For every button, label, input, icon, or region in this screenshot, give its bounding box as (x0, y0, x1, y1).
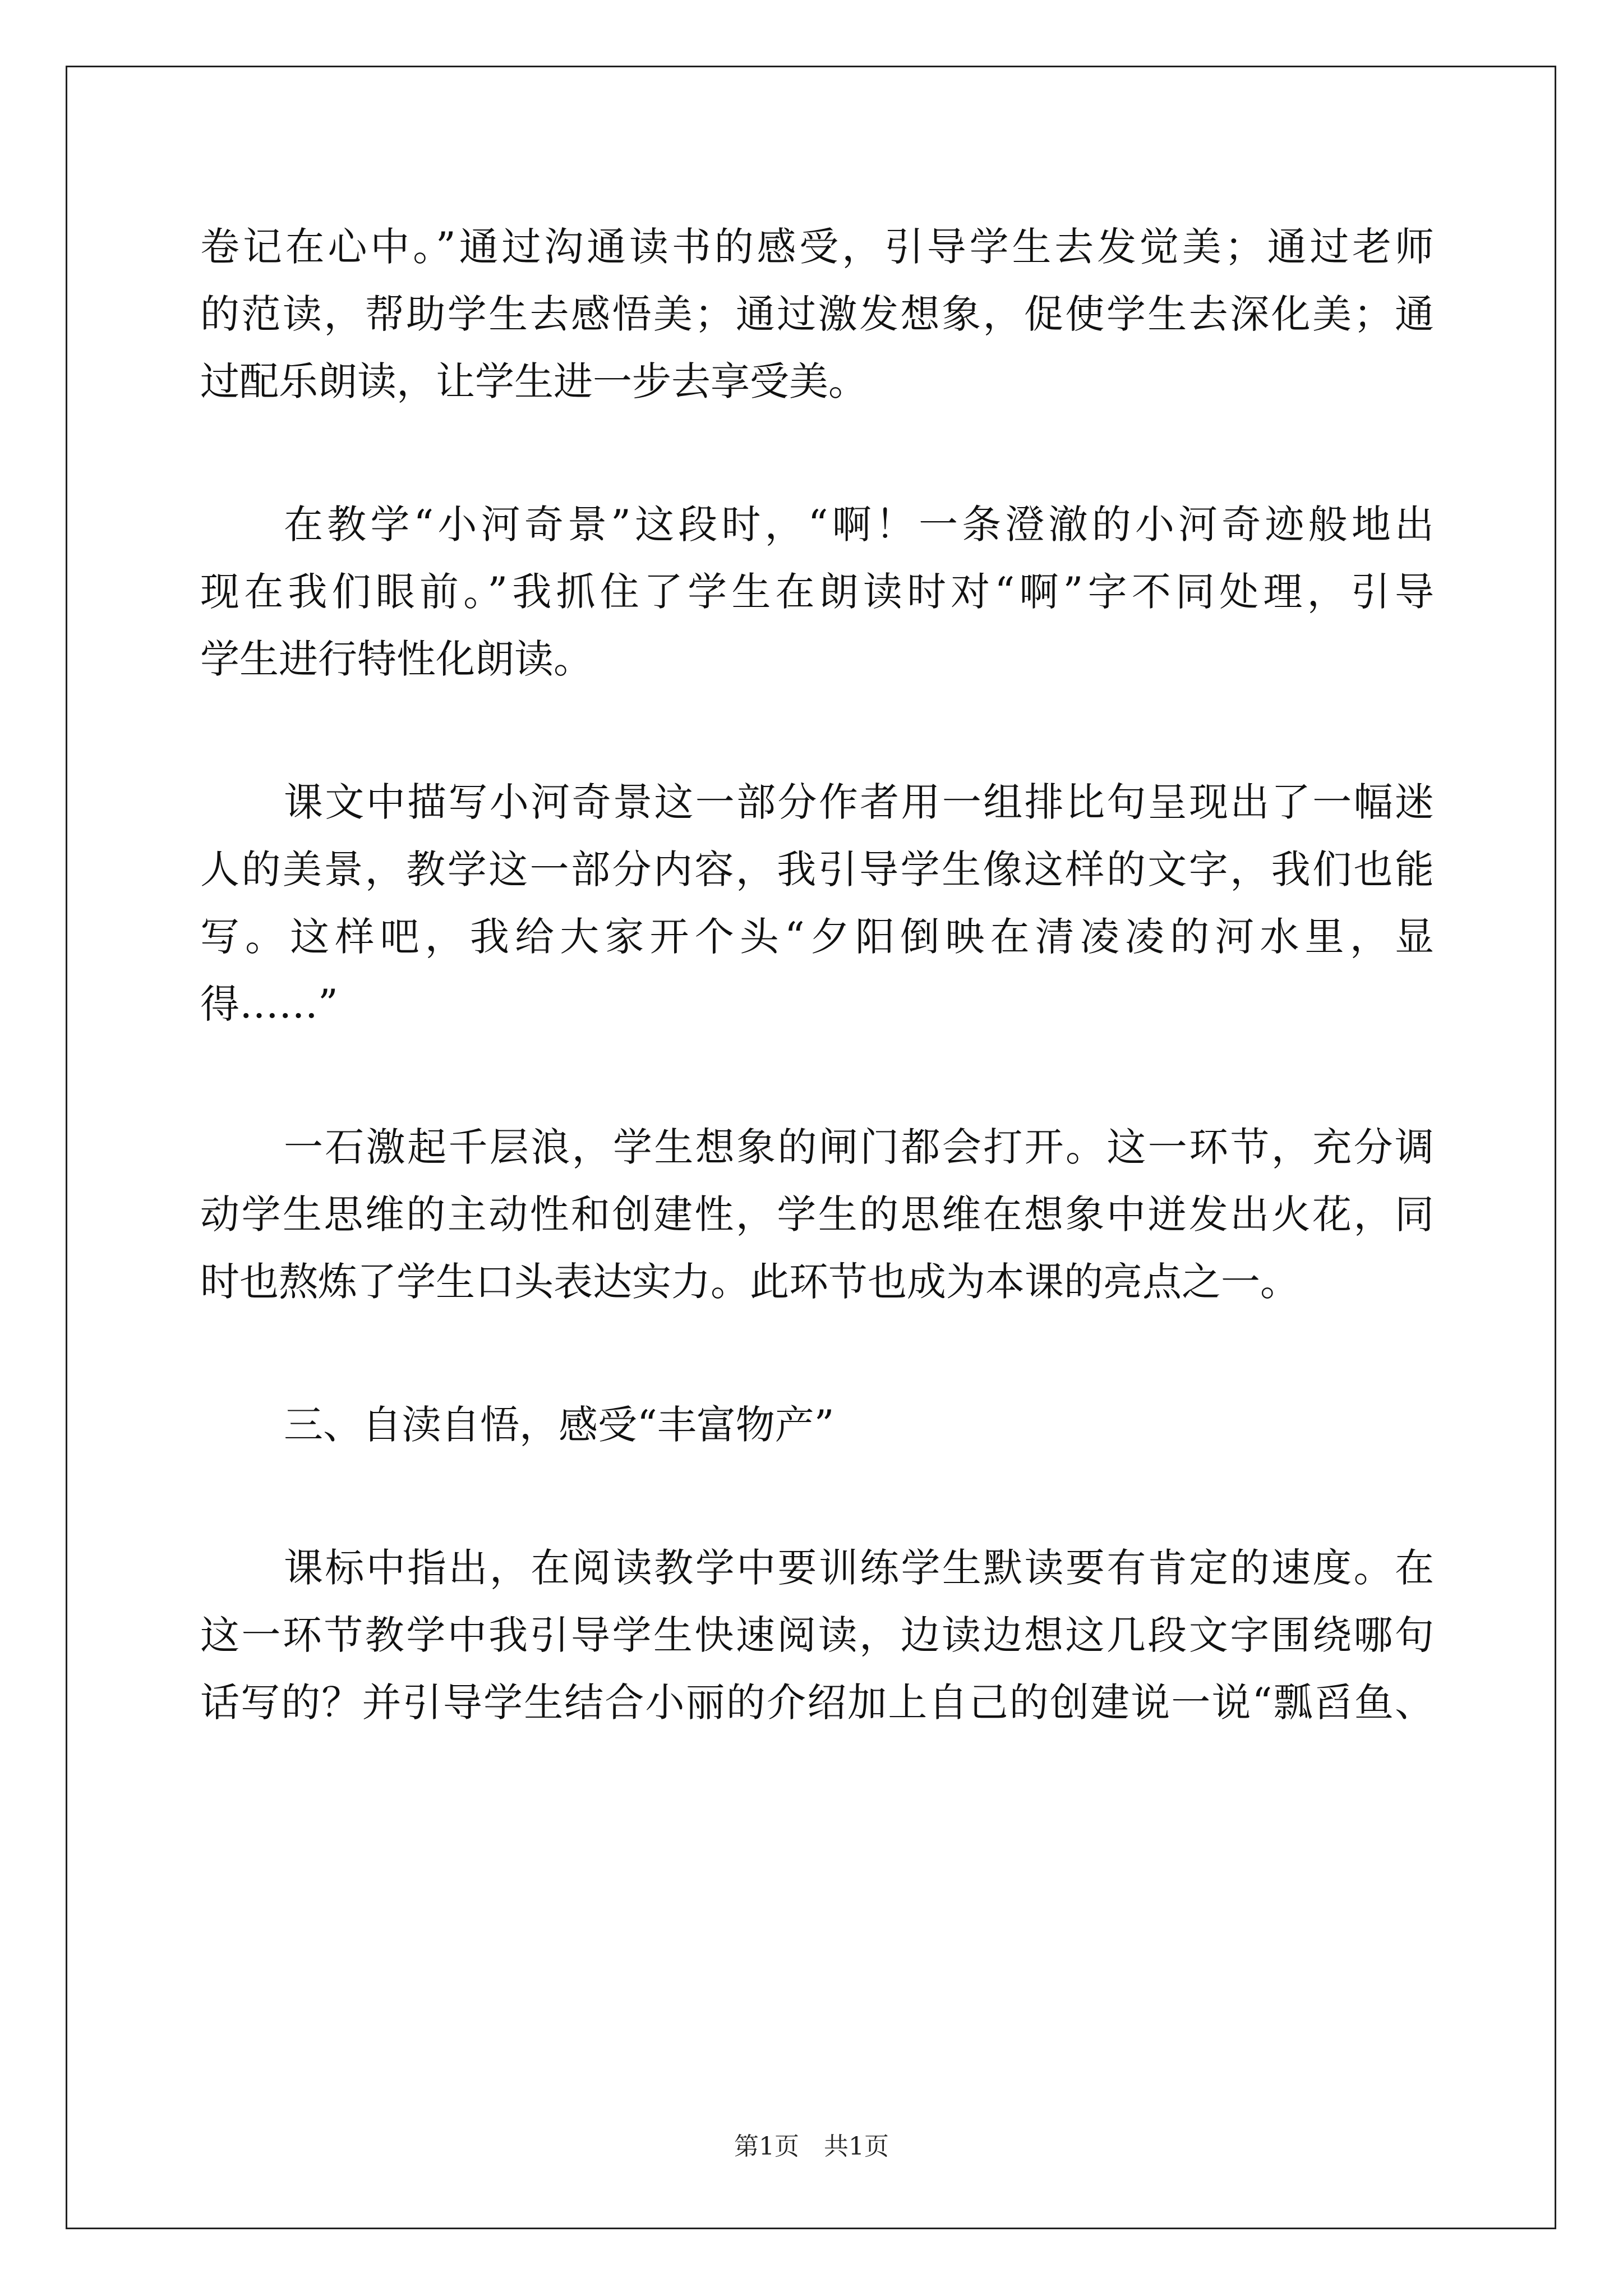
text-line: 现在我们眼前。”我抓住了学生在朗读时对“啊”字不同处理，引导 (200, 569, 1434, 615)
paragraph-gap (200, 1315, 1434, 1391)
text-line: 三、自渎自悟，感受“丰富物产” (284, 1402, 834, 1448)
page-footer: 第1页 共1页 (734, 2132, 889, 2161)
text-line: 在教学“小河奇景”这段时，“啊！一条澄澈的小河奇迹般地出 (284, 501, 1434, 547)
paragraph-gap (200, 1038, 1434, 1114)
paragraph-gap (200, 693, 1434, 769)
text-line: 人的美景，教学这一部分内容，我引导学生像这样的文字，我们也能 (200, 846, 1434, 892)
text-line: 学生进行特性化朗读。 (200, 636, 593, 682)
text-line: 话写的？并引导学生结合小丽的介绍加上自己的创建说一说“瓢舀鱼、 (200, 1680, 1434, 1726)
text-line: 一石激起千层浪，学生想象的闸门都会打开。这一环节，充分调 (284, 1124, 1434, 1170)
paragraph-gap (200, 1458, 1434, 1534)
document-body (200, 213, 1434, 1736)
text-line: 时也熬炼了学生口头表达实力。此环节也成为本课的亮点之一。 (200, 1259, 1299, 1305)
text-line: 过配乐朗读，让学生进一步去享受美。 (200, 358, 868, 404)
paragraph-gap (200, 415, 1434, 491)
text-line: 卷记在心中。”通过沟通读书的感受，引导学生去发觉美；通过老师 (200, 224, 1434, 270)
text-line: 动学生思维的主动性和创建性，学生的思维在想象中迸发出火花，同 (200, 1191, 1434, 1237)
text-line: 课标中指出，在阅读教学中要训练学生默读要有肯定的速度。在 (284, 1545, 1434, 1591)
text-line: 这一环节教学中我引导学生快速阅读，边读边想这几段文字围绕哪句 (200, 1612, 1434, 1658)
text-line: 写。这样吧，我给大家开个头“夕阳倒映在清凌凌的河水里，显 (200, 914, 1434, 960)
text-line: 课文中描写小河奇景这一部分作者用一组排比句呈现出了一幅迷 (284, 779, 1434, 825)
text-line: 的范读，帮助学生去感悟美；通过激发想象，促使学生去深化美；通 (200, 291, 1434, 337)
text-line: 得……” (200, 981, 338, 1027)
